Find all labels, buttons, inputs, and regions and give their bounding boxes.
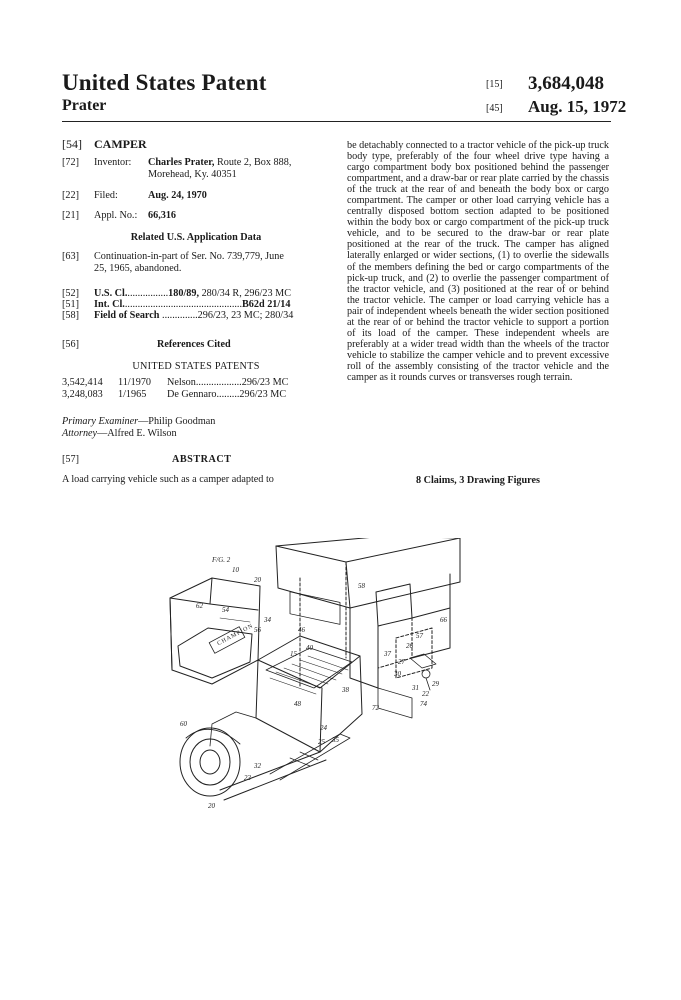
camper-body (276, 538, 460, 688)
inventor-address-1: Route 2, Box 888, (214, 157, 292, 168)
leader-dots: .................. (195, 377, 242, 388)
inventor-name: Charles Prater, (148, 157, 215, 168)
field-of-search-value: 296/23, 23 MC; 280/34 (197, 310, 294, 321)
references-heading: References Cited (157, 339, 231, 350)
numeral: 40 (306, 644, 313, 652)
hitch-detail (378, 654, 436, 718)
examiner-label: Primary Examiner (62, 416, 139, 427)
leader-dots: ......... (216, 389, 240, 400)
reference-number: 3,542,414 (62, 377, 103, 388)
field-code: [58] (62, 310, 79, 321)
claims-line: 8 Claims, 3 Drawing Figures (415, 475, 541, 486)
reference-name: De Gennaro (167, 389, 217, 400)
patent-date: Aug. 15, 1972 (528, 97, 627, 116)
numeral: 54 (222, 606, 229, 614)
numeral: 20 (254, 576, 261, 584)
us-class-field (62, 288, 330, 299)
numeral: 35 (332, 736, 339, 744)
reference-date: 1/1965 (118, 389, 147, 400)
leader-dots: .............. (159, 310, 198, 321)
truck-lettering: CHAMPION (216, 623, 255, 648)
fig-label: F/G. 2 (212, 556, 231, 564)
numeral: 56 (254, 626, 261, 634)
patent-number-code: [15] (486, 79, 503, 90)
header-rule (62, 121, 611, 122)
filed-field (62, 190, 330, 201)
inventor-address-2: Morehead, Ky. 40351 (148, 169, 237, 180)
reference-row (62, 377, 330, 388)
numeral: 25 (318, 738, 325, 746)
numeral: 38 (342, 686, 349, 694)
numeral: 57 (416, 632, 423, 640)
invention-title: CAMPER (94, 137, 147, 151)
numeral: 15 (290, 650, 297, 658)
abstract-field (62, 454, 330, 465)
related-data-heading: Related U.S. Application Data (130, 232, 262, 243)
reference-class: 296/23 MC (241, 377, 289, 388)
camper-drawing (150, 538, 480, 818)
appl-field (62, 210, 330, 221)
title-field (62, 139, 330, 150)
numeral: 66 (440, 616, 447, 624)
field-code: [63] (62, 251, 79, 262)
patent-office-title: United States Patent (62, 70, 267, 95)
numeral: 72 (372, 704, 379, 712)
attorney-label: Attorney (62, 428, 98, 439)
numeral: 32 (254, 762, 261, 770)
field-code: [56] (62, 339, 79, 350)
us-patents-heading: UNITED STATES PATENTS (132, 361, 260, 372)
numeral: 30 (394, 670, 401, 678)
field-code: [54] (62, 137, 82, 151)
us-class-label: U.S. Cl. (94, 288, 128, 299)
abstract-start: A load carrying vehicle such as a camper adapted to (62, 474, 274, 485)
numeral: 46 (298, 626, 305, 634)
numeral: 31 (412, 684, 419, 692)
int-class-value: B62d 21/14 (242, 299, 291, 310)
numeral: 23 (244, 774, 251, 782)
abstract-body: be detachably connected to a tractor vehicle of the pick-up truck body type, preferably of the four wheel drive type having a cargo compartment body box positioned behind the passenger compartment, and a draw-bar or rear plate carried by the chassis of the truck at the rear of and beneath the body box or cargo compartment. The camper or other load carrying vehicle has a centrally disposed bottom section adapted to be positioned within the body box or cargo compartment of the pick-up truck vehicle, and to be secured to the draw-bar or rear plate positioned at the rear of the truck. The camper has aligned laterally enlarged or wider sections, (1) to overlie the sidewalls of the members defining the bed or cargo compartments of the pick-up truck, and (2) to overlie the passenger compartment of the tractor vehicle, and (3) positioned at the rear of or behind the tractor vehicle. The camper or load carrying vehicle has a pair of independent wheels beneath the wider section positioned at the rear of or behind the tractor vehicle to support a portion of its load of the camper. These independent wheels are preferably at a wider tread width than the wheels of the tractor vehicle to stabilize the camper vehicle and to prevent excessive roll of the assembly consisting of the tractor vehicle and the camper as it rounds curves or transverses rough terrain. (347, 140, 609, 383)
numeral: 27 (398, 658, 405, 666)
field-code: [21] (62, 210, 79, 221)
us-class-main: 180/89, (168, 288, 200, 299)
filed-value: Aug. 24, 1970 (148, 190, 207, 201)
int-class-field (62, 299, 330, 310)
attorney (62, 428, 330, 439)
numeral: 34 (264, 616, 271, 624)
reference-name: Nelson (167, 377, 196, 388)
numeral: 37 (384, 650, 391, 658)
field-code: [52] (62, 288, 79, 299)
inventor-field (62, 157, 330, 168)
filed-label: Filed: (94, 190, 118, 201)
patent-date-code: [45] (486, 103, 503, 114)
continuation-line-2: 25, 1965, abandoned. (94, 263, 182, 274)
numeral: 20 (208, 802, 215, 810)
field-of-search-label: Field of Search (94, 310, 160, 321)
field-code: [22] (62, 190, 79, 201)
inventor-label: Inventor: (94, 157, 132, 168)
reference-class: 296/23 MC (239, 389, 287, 400)
continuation-field (62, 251, 330, 262)
reference-row (62, 389, 330, 400)
appl-label: Appl. No.: (94, 210, 138, 221)
numeral: 10 (232, 566, 239, 574)
primary-examiner (62, 416, 330, 427)
numeral: 58 (358, 582, 365, 590)
inventor-surname-header: Prater (62, 97, 107, 114)
field-code: [51] (62, 299, 79, 310)
reference-date: 11/1970 (118, 377, 152, 388)
reference-number: 3,248,083 (62, 389, 103, 400)
continuation-line-1: Continuation-in-part of Ser. No. 739,779, June (94, 251, 284, 262)
numeral: 24 (320, 724, 327, 732)
field-code: [72] (62, 157, 79, 168)
int-class-label: Int. Cl. (94, 299, 125, 310)
numeral: 22 (422, 690, 429, 698)
field-of-search (62, 310, 330, 321)
examiner-name: —Philip Goodman (138, 416, 216, 427)
numeral: 62 (196, 602, 203, 610)
numeral: 74 (420, 700, 427, 708)
patent-number: 3,684,048 (528, 73, 604, 94)
leader-dots: .............................................. (124, 299, 243, 310)
appl-value: 66,316 (148, 210, 177, 221)
us-class-rest: 280/34 R, 296/23 MC (199, 288, 291, 299)
numeral: 29 (432, 680, 439, 688)
leader-dots: ................ (127, 288, 169, 299)
field-code: [57] (62, 454, 79, 465)
numeral: 48 (294, 700, 301, 708)
numeral: 60 (180, 720, 187, 728)
attorney-name: —Alfred E. Wilson (97, 428, 177, 439)
numeral: 26 (406, 642, 413, 650)
references-field (62, 339, 330, 350)
abstract-heading: ABSTRACT (172, 454, 232, 465)
